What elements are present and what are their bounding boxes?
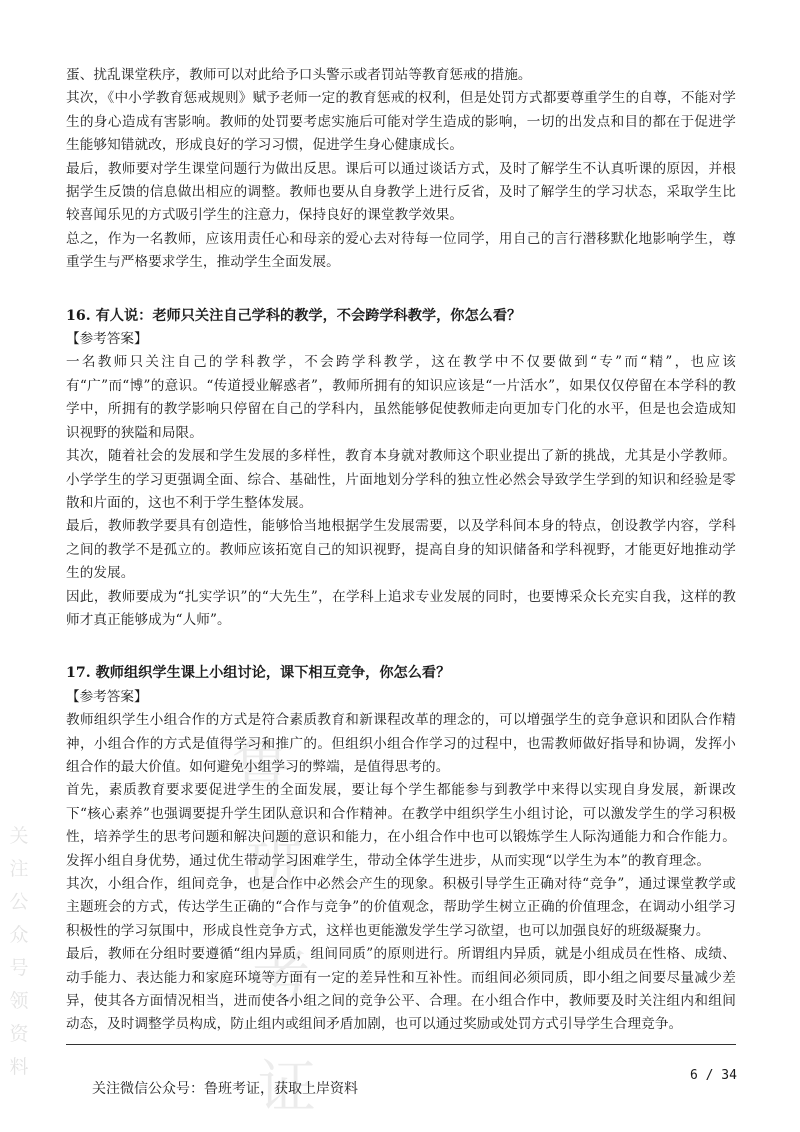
paragraph: 其次，《中小学教育惩戒规则》赋予老师一定的教育惩戒的权利，但是处罚方式都要尊重学生的自尊，不能对学生的身心造成有害影响。教师的处罚要考虑实施后可能对学生造成的影响，一切的出发点和目的都在于促进学生能够知错就改，形成良好的学习习惯，促进学生身心健康成长。 (66, 90, 736, 154)
paragraph: 首先，素质教育要求要促进学生的全面发展，要让每个学生都能参与到教学中来得以实现自身发展，新课改下“核心素养”也强调要提升学生团队意识和合作精神。在教学中组织学生小组讨论，可以激发学生的学习积极性，培养学生的思考问题和解决问题的意识和能力，在小组合作中也可以锻炼学生人际沟通能力和合作能力。发挥小组自身优势，通过优生带动学习困难学生，带动全体学生进步，从而实现“以学生为本”的教育理念。 (66, 782, 736, 869)
footer-divider (66, 1044, 736, 1045)
paragraph: 其次，小组合作，组间竞争，也是合作中必然会产生的现象。积极引导学生正确对待“竞争”，通过课堂教学或主题班会的方式，传达学生正确的“合作与竞争”的价值观念，帮助学生树立正确的价值理念，在调动小组学习积极性的学习氛围中，形成良性竞争方式，这样也更能激发学生学习欲望，也可以加强良好的班级凝聚力。 (66, 876, 736, 939)
paragraph: 一名教师只关注自己的学科教学，不会跨学科教学，这在教学中不仅要做到“专”而“精”，也应该有“广”而“博”的意识。“传道授业解惑者”，教师所拥有的知识应该是“一片活水”，如果仅仅停留在本学科的教学中，所拥有的教学影响只停留在自己的学科内，虽然能够促使教师走向更加专门化的水平，但是也会造成知识视野的狭隘和局限。 (66, 354, 736, 441)
paragraph: 最后，教师在分组时要遵循“组内异质，组间同质”的原则进行。所谓组内异质，就是小组成员在性格、成绩、动手能力、表达能力和家庭环境等方面有一定的差异性和互补性。而组间必须同质，即小组之间要尽量减少差异，使其各方面情况相当，进而使各小组之间的竞争公平、合理。在小组合作中，教师要及时关注组内和组间动态，及时调整学员构成，防止组内或组间矛盾加剧，也可以通过奖励或处罚方式引导学生合理竞争。 (66, 946, 736, 1033)
reference-answer-label: 【参考答案】 (66, 331, 148, 348)
paragraph: 总之，作为一名教师，应该用责任心和母亲的爱心去对待每一位同学，用自己的言行潜移默化地影响学生，尊重学生与严格要求学生，推动学生全面发展。 (66, 230, 736, 271)
footer-note: 关注微信公众号：鲁班考证，获取上岸资料 (92, 1081, 358, 1097)
paragraph: 其次，随着社会的发展和学生发展的多样性，教育本身就对教师这个职业提出了新的挑战，尤其是小学教师。小学学生的学习更强调全面、综合、基础性，片面地划分学科的独立性必然会导致学生学到的知识和经验是零散和片面的，这也不利于学生整体发展。 (66, 448, 736, 511)
page-number: 6 / 34 (690, 1068, 737, 1083)
paragraph: 因此，教师要成为“扎实学识”的“大先生”，在学科上追求专业发展的同时，也要博采众长充实自我，这样的教师才真正能够成为“人师”。 (66, 588, 736, 628)
paragraph: 教师组织学生小组合作的方式是符合素质教育和新课程改革的理念的，可以增强学生的竞争意识和团队合作精神，小组合作的方式是值得学习和推广的。但组织小组合作学习的过程中，也需教师做好指导和协调，发挥小组合作的最大价值。如何避免小组学习的弊端，是值得思考的。 (66, 712, 736, 775)
watermark-char-3: 考 (252, 943, 311, 1011)
paragraph: 最后，教师要对学生课堂问题行为做出反思。课后可以通过谈话方式，及时了解学生不认真听课的原因，并根据学生反馈的信息做出相应的调整。教师也要从自身教学上进行反省，及时了解学生的学习状态，采取学生比较喜闻乐见的方式吸引学生的注意力，保持良好的课堂教学效果。 (66, 160, 736, 224)
question-16-title: 16. 有人说：老师只关注自己学科的教学，不会跨学科教学，你怎么看？ (66, 307, 522, 324)
main-content (66, 64, 736, 1037)
watermark-char-4: 证 (258, 1053, 317, 1121)
paragraph: 最后，教师教学要具有创造性，能够恰当地根据学生发展需要，以及学科间本身的特点，创设教学内容，学科之间的教学不是孤立的。教师应该拓宽自己的知识视野，提高自身的知识储备和学科视野，才能更好地推动学生的发展。 (66, 518, 736, 582)
watermark-side-text: 关注公众号领资料 (9, 825, 29, 1078)
question-17-title: 17. 教师组织学生课上小组讨论，课下相互竞争，你怎么看？ (66, 665, 451, 682)
paragraph: 蛋、扰乱课堂秩序，教师可以对此给予口头警示或者罚站等教育惩戒的措施。 (66, 67, 532, 83)
watermark-char-1: 鲁 (232, 733, 291, 801)
watermark-char-2: 班 (246, 833, 305, 901)
reference-answer-label: 【参考答案】 (66, 688, 148, 705)
